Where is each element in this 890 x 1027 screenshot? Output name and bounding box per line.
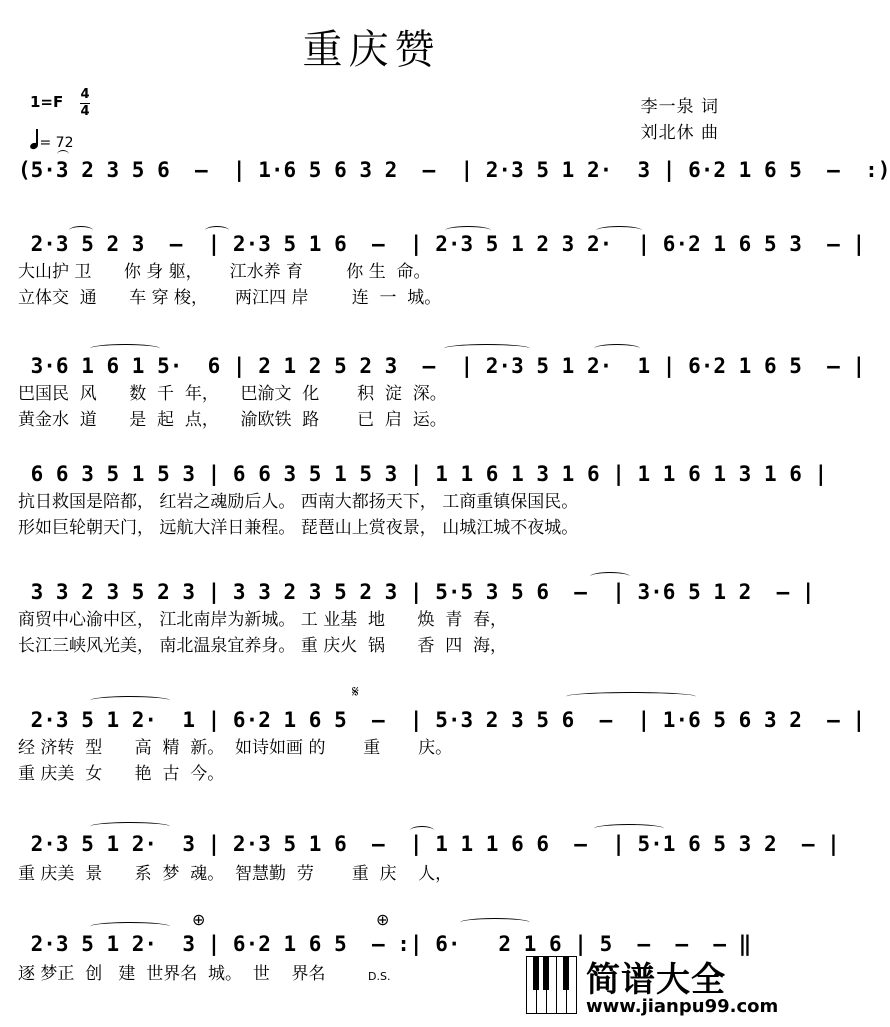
slur xyxy=(596,226,642,235)
slur xyxy=(90,922,170,931)
slur xyxy=(57,150,69,159)
lyric-verse-2: 重 庆美 女 艳 古 今。 xyxy=(18,764,225,784)
slur xyxy=(205,226,229,235)
lyric-verse-1: 经 济转 型 高 精 新。 如诗如画 的 重 庆。 xyxy=(18,738,453,758)
segno-icon: 𝄋 xyxy=(352,682,359,701)
notation-line: 6 6 3 5 1 5 3 | 6 6 3 5 1 5 3 | 1 1 6 1 3 1 6 | 1 1 6 1 3 1 6 | xyxy=(18,462,828,486)
key-signature: 1=F xyxy=(30,93,64,111)
lyric-verse-1: 大山护 卫 你 身 躯， 江水养 育 你 生 命。 xyxy=(18,262,431,282)
slur xyxy=(590,572,630,581)
logo-name: 简谱大全 xyxy=(586,960,726,1000)
lyricist-credit: 李一泉 词 xyxy=(640,97,719,117)
notation-line: 2·3 5 1 2· 1 | 6·2 1 6 5 – | 5·3 2 3 5 6 – | 1·6 5 6 3 2 – | xyxy=(18,708,866,732)
lyric-verse-2: 长江三峡风光美， 南北温泉宜养身。 重 庆火 锅 香 四 海， xyxy=(18,636,508,656)
meter-top: 4 xyxy=(80,87,90,102)
coda-icon: ⊕ xyxy=(192,910,206,929)
slur xyxy=(90,822,170,831)
lyric-verse-1: 重 庆美 景 系 梦 魂。 智慧勤 劳 重 庆 人， xyxy=(18,864,453,884)
lyric-verse-1: 抗日救国是陪都， 红岩之魂励后人。 西南大都扬天下， 工商重镇保国民。 xyxy=(18,492,579,512)
slur xyxy=(566,692,696,701)
notation-line: 3·6 1 6 1 5· 6 | 2 1 2 5 2 3 – | 2·3 5 1 2· 1 | 6·2 1 6 5 – | xyxy=(18,354,866,378)
notation-line: (5·3 2 3 5 6 – | 1·6 5 6 3 2 – | 2·3 5 1 2· 3 | 6·2 1 6 5 – :) xyxy=(18,158,890,182)
lyric-verse-2: 黄金水 道 是 起 点， 渝欧铁 路 已 启 运。 xyxy=(18,410,447,430)
lyric-verse-2: 立体交 通 车 穿 梭， 两江四 岸 连 一 城。 xyxy=(18,288,442,308)
slur xyxy=(445,226,491,235)
slur xyxy=(90,344,160,353)
piano-keys-icon xyxy=(526,956,580,1012)
slur xyxy=(594,824,664,833)
lyric-verse-1: 巴国民 风 数 千 年， 巴渝文 化 积 淀 深。 xyxy=(18,384,447,404)
song-title: 重庆赞 xyxy=(302,27,441,73)
coda-icon: ⊕ xyxy=(376,910,390,929)
dal-segno-label: D.S. xyxy=(368,970,391,983)
slur xyxy=(410,826,434,835)
lyric-verse-1: 逐 梦正 创 建 世界名 城。 世 界名 xyxy=(18,964,326,984)
slur xyxy=(460,918,530,927)
notation-line: 2·3 5 2 3 – | 2·3 5 1 6 – | 2·3 5 1 2 3 2· | 6·2 1 6 5 3 – | xyxy=(18,232,866,256)
logo-url: www.jianpu99.com xyxy=(586,996,779,1017)
slur xyxy=(69,226,93,235)
time-signature xyxy=(80,88,90,119)
notation-line: 3 3 2 3 5 2 3 | 3 3 2 3 5 2 3 | 5·5 3 5 6 – | 3·6 5 1 2 – | xyxy=(18,580,815,604)
composer-credit: 刘北休 曲 xyxy=(640,123,719,143)
notation-line: 2·3 5 1 2· 3 | 6·2 1 6 5 – :| 6· 2 1 6 | 5 – – – ‖ xyxy=(18,932,752,956)
slur xyxy=(444,344,530,353)
notation-line: 2·3 5 1 2· 3 | 2·3 5 1 6 – | 1 1 1 6 6 – | 5·1 6 5 3 2 – | xyxy=(18,832,840,856)
site-logo[interactable] xyxy=(526,952,779,1022)
meter-bottom: 4 xyxy=(80,104,90,119)
lyric-verse-1: 商贸中心渝中区， 江北南岸为新城。 工 业基 地 焕 青 春， xyxy=(18,610,508,630)
tempo-mark: = 72 xyxy=(30,131,74,151)
slur xyxy=(90,696,170,705)
lyric-verse-2: 形如巨轮朝天门， 远航大洋日兼程。 琵琶山上赏夜景， 山城江城不夜城。 xyxy=(18,518,579,538)
slur xyxy=(594,344,640,353)
